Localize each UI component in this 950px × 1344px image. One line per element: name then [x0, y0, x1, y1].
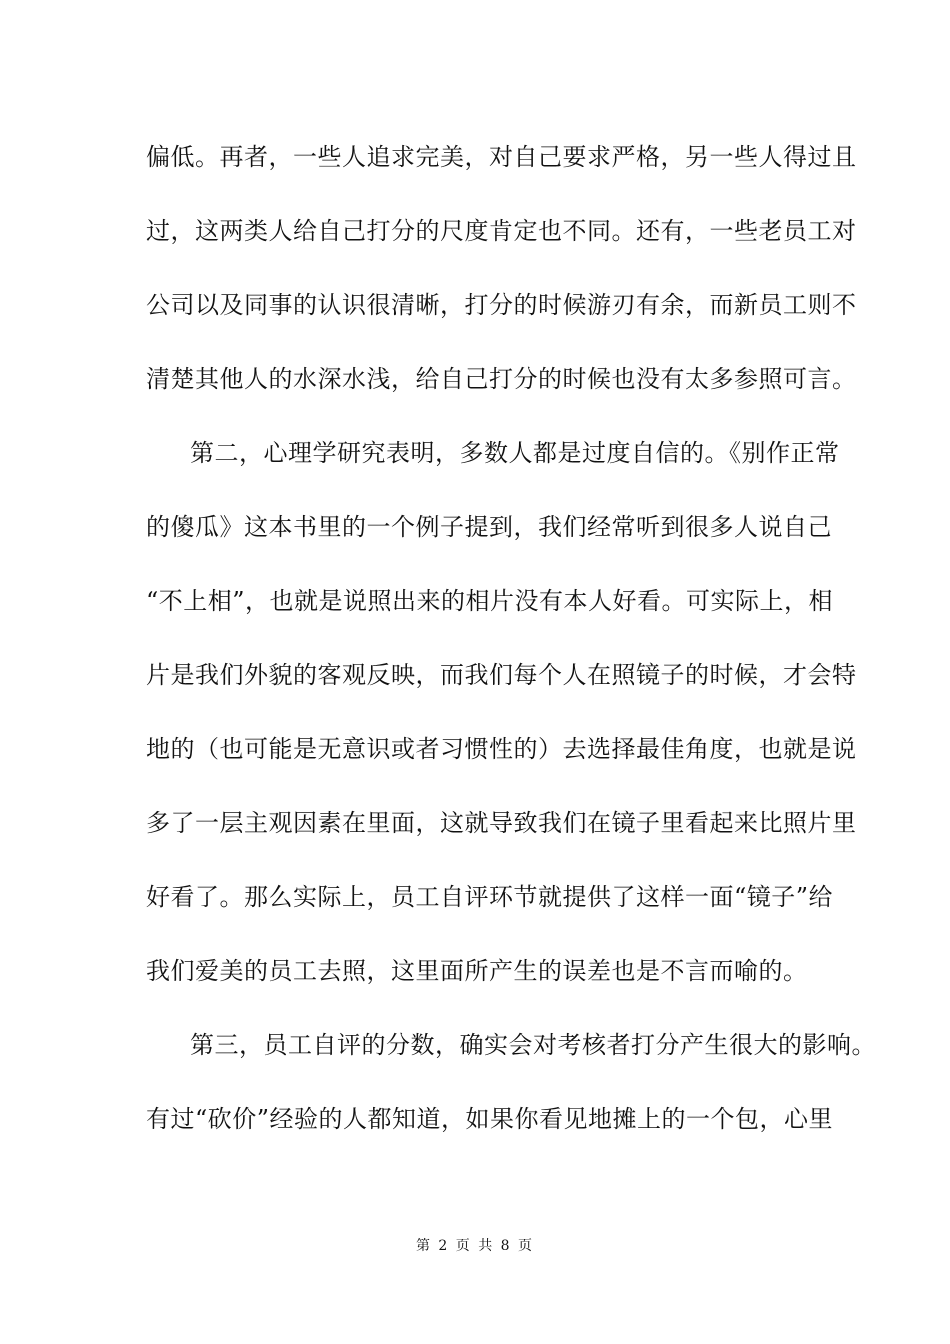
paragraph-start-2: 第二，心理学研究表明，多数人都是过度自信的。《别作正常	[190, 439, 840, 467]
text-line-9: 地的（也可能是无意识或者习惯性的）去选择最佳角度，也就是说	[146, 735, 857, 763]
page-number-footer: 第 2 页 共 8 页	[415, 1238, 535, 1254]
text-line-14: 有过“砍价”经验的人都知道，如果你看见地摊上的一个包，心里	[146, 1105, 834, 1133]
text-line-1: 偏低。再者，一些人追求完美，对自己要求严格，另一些人得过且	[146, 143, 857, 171]
text-line-2: 过，这两类人给自己打分的尺度肯定也不同。还有，一些老员工对	[146, 217, 857, 245]
text-line-11: 好看了。那么实际上，员工自评环节就提供了这样一面“镜子”给	[146, 883, 834, 911]
text-line-6: 的傻瓜》这本书里的一个例子提到，我们经常听到很多人说自己	[146, 513, 832, 541]
paragraph-start-3: 第三，员工自评的分数，确实会对考核者打分产生很大的影响。	[190, 1031, 876, 1059]
text-line-3: 公司以及同事的认识很清晰，打分的时候游刃有余，而新员工则不	[146, 291, 857, 319]
text-line-8: 片是我们外貌的客观反映，而我们每个人在照镜子的时候，才会特	[146, 661, 857, 689]
text-line-7: “不上相”，也就是说照出来的相片没有本人好看。可实际上，相	[146, 587, 834, 615]
text-line-12: 我们爱美的员工去照，这里面所产生的误差也是不言而喻的。	[146, 957, 808, 985]
text-line-10: 多了一层主观因素在里面，这就导致我们在镜子里看起来比照片里	[146, 809, 857, 837]
text-line-4: 清楚其他人的水深水浅，给自己打分的时候也没有太多参照可言。	[146, 365, 857, 393]
